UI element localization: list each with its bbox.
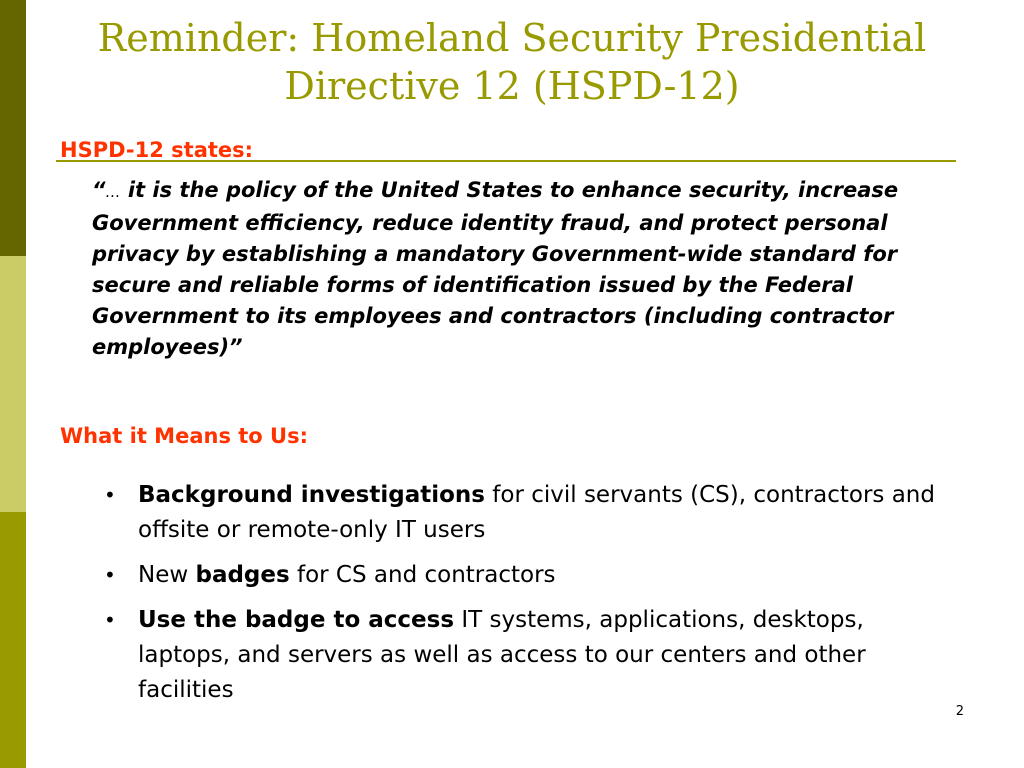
bullet-dot: • [104, 608, 116, 632]
bullet-dot: • [104, 563, 116, 587]
bullet-item [104, 603, 944, 708]
quote-open-mark: “ [92, 178, 106, 202]
quote-text: it is the policy of the United States to enhance security, increase Government efficiency, reduce identity fraud, and protect personal privacy by establishing a mandatory Government-wide standard for secure and reliable forms of identification issued by the Federal Government to its employees and contractors (including contractor employees)” [92, 178, 899, 359]
section-heading-means: What it Means to Us: [60, 424, 308, 448]
bullet-dot: • [104, 483, 116, 507]
section-heading-states: HSPD-12 states: [60, 138, 254, 162]
policy-quote [92, 175, 932, 363]
title-line-2: Directive 12 (HSPD-12) [284, 64, 740, 108]
side-bar-middle [0, 256, 26, 512]
heading-underline [56, 160, 956, 162]
bullet-text: IT systems, applications, desktops, laptops, and servers as well as access to our centers and other facilities [138, 607, 866, 703]
slide-title [60, 14, 964, 110]
bullet-text: for civil servants (CS), contractors and offsite or remote-only IT users [138, 482, 935, 543]
bullet-text: for CS and contractors [289, 562, 556, 588]
bullet-bold-text: badges [195, 562, 290, 588]
bullet-item [104, 478, 944, 548]
side-bar-top [0, 0, 26, 256]
title-line-1: Reminder: Homeland Security Presidential [97, 16, 927, 60]
bullet-bold-text: Background investigations [138, 482, 485, 508]
side-bar-bottom [0, 512, 26, 768]
bullet-item [104, 558, 944, 593]
page-number: 2 [955, 704, 964, 719]
bullet-list [104, 478, 944, 718]
bullet-text: New [138, 562, 196, 588]
quote-ellipsis: … [105, 183, 121, 201]
bullet-bold-text: Use the badge to access [138, 607, 455, 633]
